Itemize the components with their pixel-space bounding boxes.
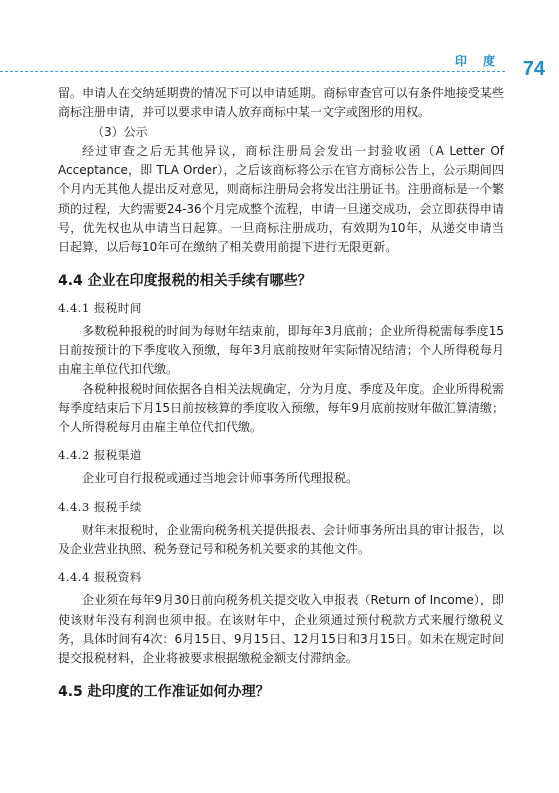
list-label: （3）公示 <box>92 124 148 139</box>
page-number: 74 <box>522 58 545 80</box>
section-heading: 4.4 企业在印度报税的相关手续有哪些？ <box>58 272 312 289</box>
section-heading: 4.5 赴印度的工作准证如何办理？ <box>58 683 270 700</box>
paragraph: 财年末报税时，企业需向税务机关提供报表、会计师事务所出具的审计报告，以及企业营业执照、税务登记号和税务机关要求的其他文件。 <box>58 522 504 557</box>
page-content <box>58 84 504 711</box>
paragraph: 留。申请人在交纳延期费的情况下可以申请延期。商标审查官可以有条件地接受某些商标注册申请，并可以要求申请人放弃商标中某一文字或图形的用权。 <box>58 86 504 120</box>
subsection-heading: 4.4.3 报税手续 <box>58 499 142 514</box>
subsection-heading: 4.4.4 报税资料 <box>58 570 142 585</box>
paragraph: 企业须在每年9月30日前向税务机关提交收入申报表（Return of Income），即使该财年没有利润也须申报。在该财年中，企业须通过预付税款方式来履行缴税义务，具体时间有4次：6月15日、9月15日、12月15日和3月15日。如未在规定时间提交报税材料，企业将被要求根据缴税金额支付滞纳金。 <box>58 593 504 666</box>
header-rule <box>0 71 505 72</box>
subsection-heading: 4.4.1 报税时间 <box>58 300 142 315</box>
paragraph: 各税种报税时间依据各自相关法规确定，分为月度、季度及年度。企业所得税需每季度结束后下月15日前按核算的季度收入预缴，每年9月底前按财年做汇算清缴；个人所得税每月由雇主单位代扣代缴。 <box>58 381 504 435</box>
paragraph: 企业可自行报税或通过当地会计师事务所代理报税。 <box>82 471 359 486</box>
paragraph: 经过审查之后无其他异议，商标注册局会发出一封验收函（A Letter Of Acceptance，即 TLA Order），之后该商标将公示在官方商标公告上，公示期间四个月内无其他人提出反对意见，则商标注册局会将发出注册证书。注册商标是一个繁琐的过程，大约需要24-36个月完成整个流程，申请一旦递交成功，会立即获得申请号，优先权也从申请当日起算。一旦商标注册成功，有效期为10年，从递交申请当日起算，以后每10年可在缴纳了相关费用前提下进行无限更新。 <box>58 143 504 255</box>
running-header-country: 印 度 <box>454 54 501 68</box>
subsection-heading: 4.4.2 报税渠道 <box>58 448 142 463</box>
paragraph: 多数税种报税的时间为每财年结束前，即每年3月底前；企业所得税需每季度15日前按预计的下季度收入预缴，每年3月底前按财年实际情况结清；个人所得税每月由雇主单位代扣代缴。 <box>58 323 504 377</box>
